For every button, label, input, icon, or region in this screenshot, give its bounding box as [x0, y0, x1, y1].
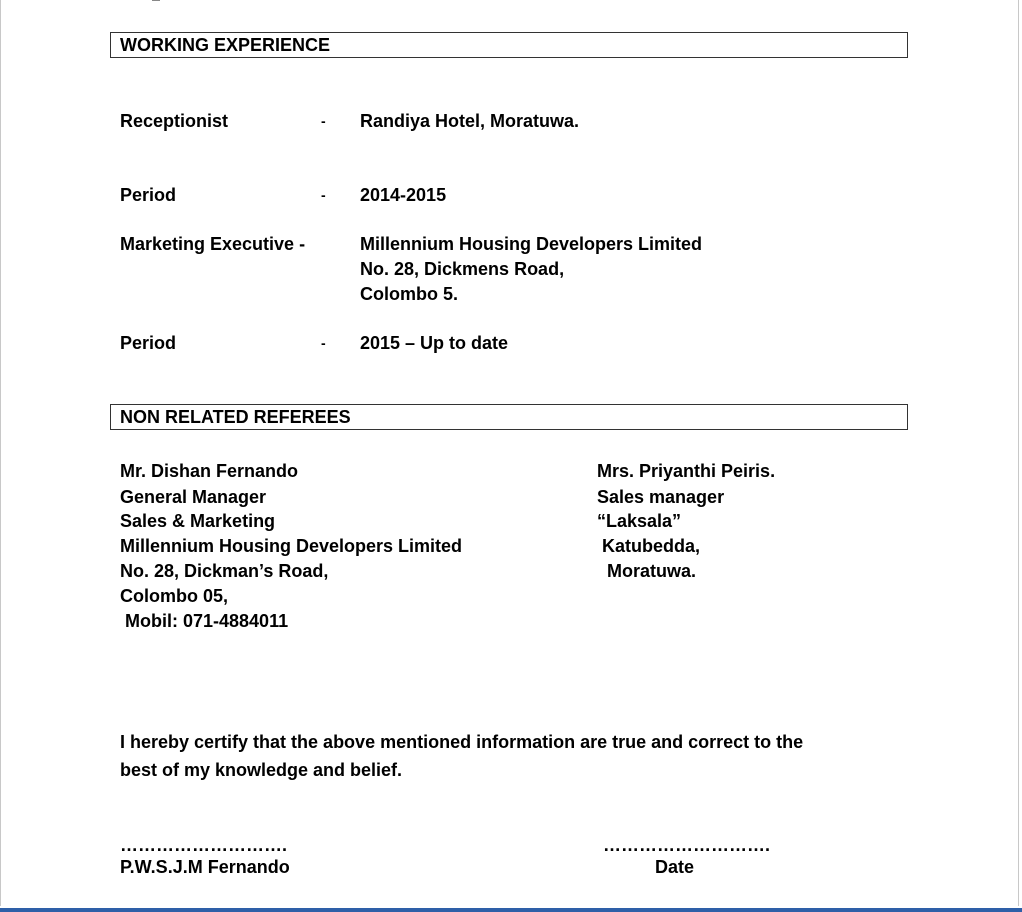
- job-title-marketing-executive: Marketing Executive -: [120, 234, 306, 254]
- referee-right-line: Moratuwa.: [597, 561, 697, 581]
- referee-right-line: Katubedda,: [597, 536, 701, 556]
- referee-right-line: Mrs. Priyanthi Peiris.: [597, 461, 776, 481]
- referee-left-line: No. 28, Dickman’s Road,: [120, 561, 329, 581]
- referees-header: NON RELATED REFEREES: [110, 404, 908, 430]
- working-experience-header: WORKING EXPERIENCE: [110, 32, 908, 58]
- separator: -: [321, 335, 326, 351]
- referee-left-line: General Manager: [120, 487, 267, 507]
- employer-line: Randiya Hotel, Moratuwa.: [360, 111, 580, 131]
- period-label: Period: [120, 333, 177, 353]
- employer-line: Millennium Housing Developers Limited: [360, 234, 703, 254]
- period-value: 2014-2015: [360, 185, 447, 205]
- employer-line: No. 28, Dickmens Road,: [360, 259, 565, 279]
- referee-left-line: Sales & Marketing: [120, 511, 276, 531]
- declaration-line: I hereby certify that the above mentioned information are true and correct to the: [120, 732, 804, 752]
- declaration-line: best of my knowledge and belief.: [120, 760, 403, 780]
- signature-dots: ……………………….: [120, 835, 288, 855]
- period-label: Period: [120, 185, 177, 205]
- referee-right-line: “Laksala”: [597, 511, 682, 531]
- bottom-border: [0, 908, 1022, 912]
- referee-left-line: Mobil: 071-4884011: [120, 611, 289, 631]
- referee-left-line: Millennium Housing Developers Limited: [120, 536, 463, 556]
- period-value: 2015 – Up to date: [360, 333, 509, 353]
- page-mark: [152, 0, 160, 1]
- referee-left-line: Colombo 05,: [120, 586, 229, 606]
- referee-left-line: Mr. Dishan Fernando: [120, 461, 299, 481]
- referee-right-line: Sales manager: [597, 487, 725, 507]
- date-dots: ……………………….: [603, 835, 771, 855]
- signature-name: P.W.S.J.M Fernando: [120, 857, 290, 877]
- date-label: Date: [655, 857, 695, 877]
- employer-line: Colombo 5.: [360, 284, 458, 304]
- separator: -: [321, 187, 326, 203]
- separator: -: [321, 113, 326, 129]
- job-title-receptionist: Receptionist: [120, 111, 229, 131]
